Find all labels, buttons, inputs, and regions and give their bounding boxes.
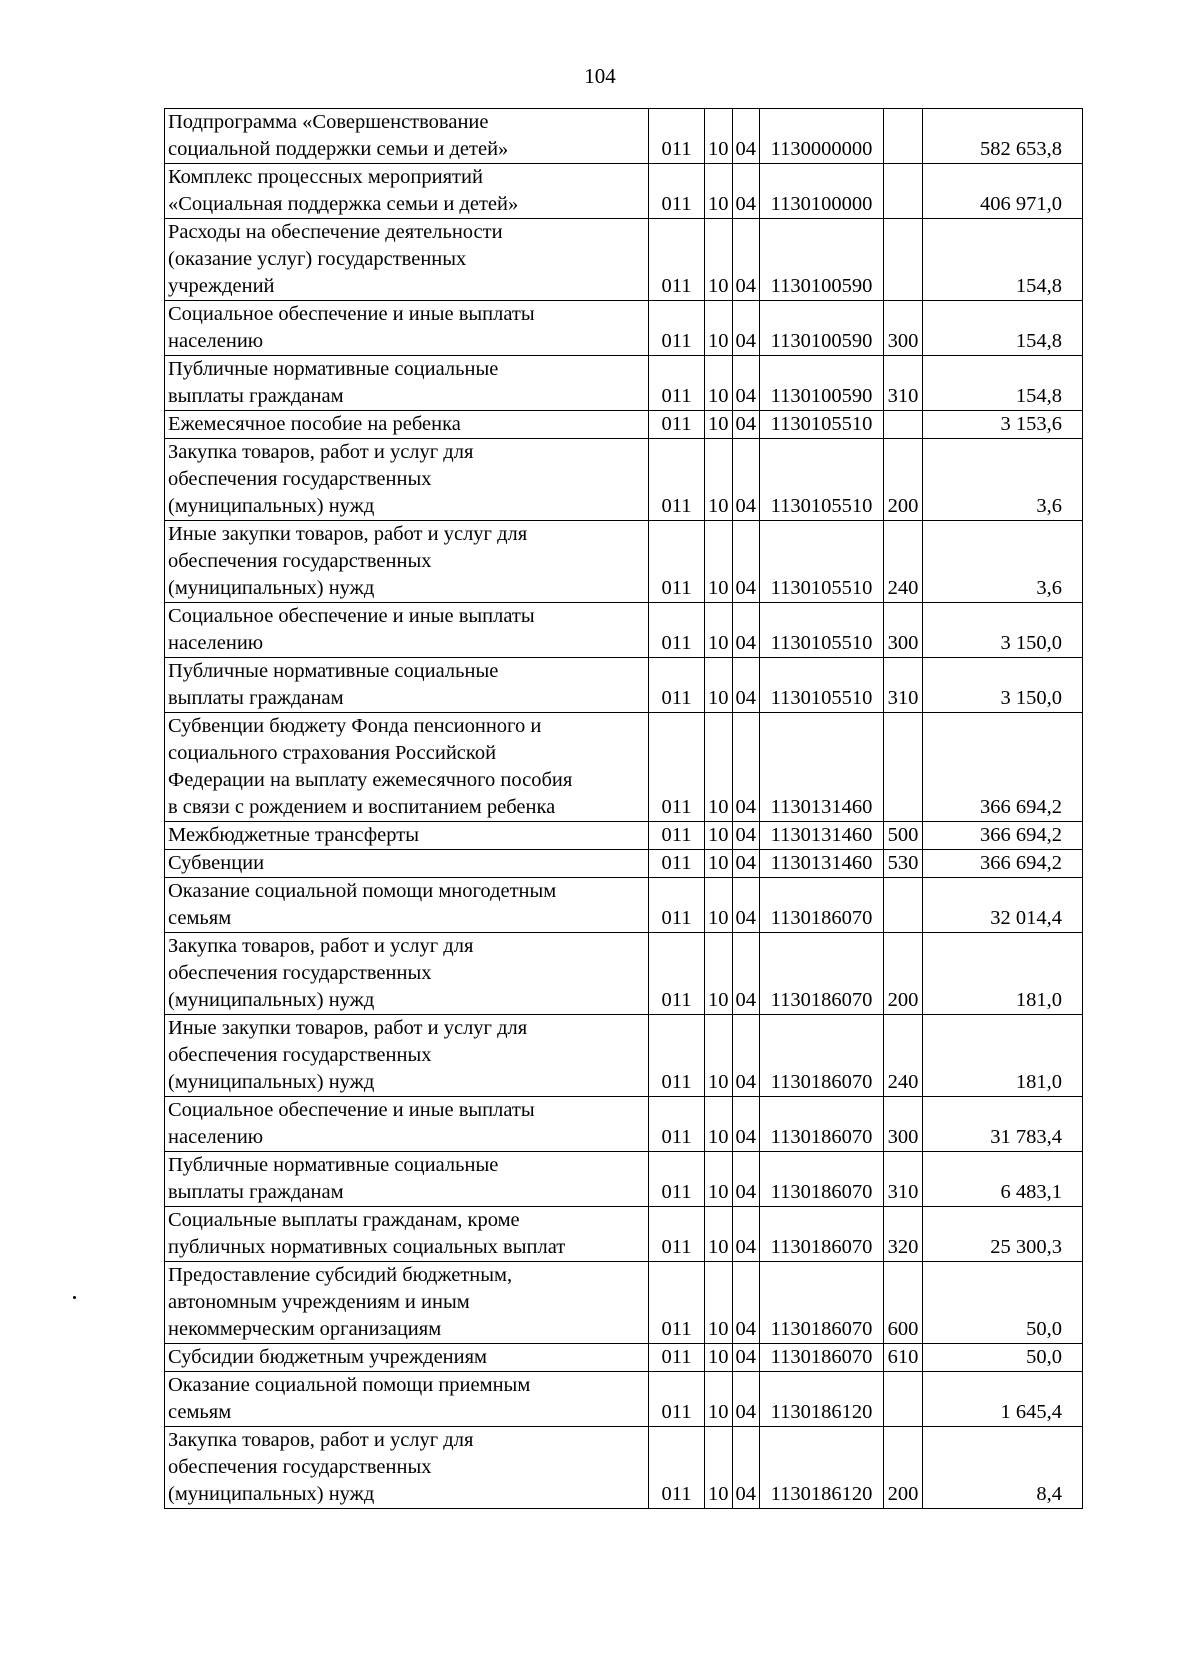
subsection-code: 04 [732, 1097, 760, 1152]
target-article-code: 1130105510 [760, 658, 884, 713]
target-article-code: 1130131460 [760, 822, 884, 850]
table-row [165, 822, 1083, 850]
subsection-code: 04 [732, 411, 760, 439]
ministry-code: 011 [649, 933, 705, 1015]
target-article-code: 1130186070 [760, 1344, 884, 1372]
table-row [165, 1207, 1083, 1262]
ministry-code: 011 [649, 1427, 705, 1509]
ministry-code: 011 [649, 1262, 705, 1344]
table-row [165, 164, 1083, 219]
amount: 3 150,0 [923, 603, 1083, 658]
expense-type-code: 310 [884, 1152, 923, 1207]
table-row [165, 109, 1083, 164]
subsection-code: 04 [732, 1344, 760, 1372]
section-code: 10 [705, 164, 733, 219]
ministry-code: 011 [649, 439, 705, 521]
target-article-code: 1130100590 [760, 356, 884, 411]
table-row [165, 658, 1083, 713]
expense-type-code: 610 [884, 1344, 923, 1372]
expense-type-code [884, 109, 923, 164]
amount: 181,0 [923, 1015, 1083, 1097]
subsection-code: 04 [732, 109, 760, 164]
row-name: Публичные нормативные социальные выплаты гражданам [165, 1152, 649, 1207]
budget-table [164, 108, 1083, 1509]
table-row [165, 301, 1083, 356]
ministry-code: 011 [649, 1372, 705, 1427]
ministry-code: 011 [649, 1015, 705, 1097]
subsection-code: 04 [732, 1262, 760, 1344]
target-article-code: 1130105510 [760, 411, 884, 439]
section-code: 10 [705, 219, 733, 301]
ministry-code: 011 [649, 603, 705, 658]
row-name: Субвенции бюджету Фонда пенсионного и социального страхования Российской Федерации на выплату ежемесячного пособия в связи с рождением и воспитанием ребенка [165, 713, 649, 822]
section-code: 10 [705, 713, 733, 822]
expense-type-code: 500 [884, 822, 923, 850]
target-article-code: 1130100000 [760, 164, 884, 219]
row-name: Иные закупки товаров, работ и услуг для обеспечения государственных (муниципальных) нужд [165, 1015, 649, 1097]
ministry-code: 011 [649, 219, 705, 301]
target-article-code: 1130100590 [760, 219, 884, 301]
table-row [165, 1427, 1083, 1509]
section-code: 10 [705, 301, 733, 356]
amount: 8,4 [923, 1427, 1083, 1509]
target-article-code: 1130105510 [760, 439, 884, 521]
table-row [165, 933, 1083, 1015]
expense-type-code [884, 1372, 923, 1427]
ministry-code: 011 [649, 822, 705, 850]
subsection-code: 04 [732, 1427, 760, 1509]
section-code: 10 [705, 1097, 733, 1152]
row-name: Социальное обеспечение и иные выплаты населению [165, 301, 649, 356]
table-row [165, 439, 1083, 521]
row-name: Закупка товаров, работ и услуг для обеспечения государственных (муниципальных) нужд [165, 1427, 649, 1509]
table-row [165, 521, 1083, 603]
row-name: Комплекс процессных мероприятий «Социальная поддержка семьи и детей» [165, 164, 649, 219]
row-name: Субвенции [165, 850, 649, 878]
target-article-code: 1130186070 [760, 1015, 884, 1097]
ministry-code: 011 [649, 1207, 705, 1262]
amount: 50,0 [923, 1344, 1083, 1372]
table-row [165, 1015, 1083, 1097]
subsection-code: 04 [732, 164, 760, 219]
expense-type-code: 300 [884, 1097, 923, 1152]
table-row [165, 878, 1083, 933]
page-number: 104 [584, 64, 616, 88]
amount: 50,0 [923, 1262, 1083, 1344]
target-article-code: 1130131460 [760, 850, 884, 878]
expense-type-code [884, 878, 923, 933]
amount: 154,8 [923, 301, 1083, 356]
row-name: Расходы на обеспечение деятельности (оказание услуг) государственных учреждений [165, 219, 649, 301]
ministry-code: 011 [649, 1097, 705, 1152]
table-row [165, 1152, 1083, 1207]
ministry-code: 011 [649, 850, 705, 878]
ministry-code: 011 [649, 109, 705, 164]
subsection-code: 04 [732, 356, 760, 411]
table-row [165, 356, 1083, 411]
table-row [165, 1262, 1083, 1344]
row-name: Социальное обеспечение и иные выплаты населению [165, 1097, 649, 1152]
section-code: 10 [705, 850, 733, 878]
target-article-code: 1130186070 [760, 1152, 884, 1207]
row-name: Субсидии бюджетным учреждениям [165, 1344, 649, 1372]
row-name: Закупка товаров, работ и услуг для обеспечения государственных (муниципальных) нужд [165, 933, 649, 1015]
section-code: 10 [705, 356, 733, 411]
expense-type-code: 200 [884, 1427, 923, 1509]
ministry-code: 011 [649, 301, 705, 356]
row-name: Предоставление субсидий бюджетным, автономным учреждениям и иным некоммерческим организациям [165, 1262, 649, 1344]
subsection-code: 04 [732, 878, 760, 933]
target-article-code: 1130186120 [760, 1427, 884, 1509]
amount: 582 653,8 [923, 109, 1083, 164]
subsection-code: 04 [732, 521, 760, 603]
subsection-code: 04 [732, 301, 760, 356]
amount: 366 694,2 [923, 850, 1083, 878]
amount: 181,0 [923, 933, 1083, 1015]
target-article-code: 1130105510 [760, 521, 884, 603]
section-code: 10 [705, 933, 733, 1015]
amount: 25 300,3 [923, 1207, 1083, 1262]
row-name: Межбюджетные трансферты [165, 822, 649, 850]
section-code: 10 [705, 878, 733, 933]
table-row [165, 219, 1083, 301]
amount: 154,8 [923, 219, 1083, 301]
target-article-code: 1130186070 [760, 933, 884, 1015]
scan-dot-mark [73, 1296, 76, 1299]
target-article-code: 1130000000 [760, 109, 884, 164]
expense-type-code: 300 [884, 603, 923, 658]
budget-table-body [165, 109, 1083, 1509]
section-code: 10 [705, 109, 733, 164]
table-row [165, 713, 1083, 822]
table-row [165, 1344, 1083, 1372]
ministry-code: 011 [649, 521, 705, 603]
ministry-code: 011 [649, 1152, 705, 1207]
expense-type-code: 600 [884, 1262, 923, 1344]
section-code: 10 [705, 1015, 733, 1097]
row-name: Оказание социальной помощи многодетным семьям [165, 878, 649, 933]
row-name: Публичные нормативные социальные выплаты гражданам [165, 356, 649, 411]
expense-type-code: 310 [884, 356, 923, 411]
ministry-code: 011 [649, 713, 705, 822]
row-name: Иные закупки товаров, работ и услуг для обеспечения государственных (муниципальных) нужд [165, 521, 649, 603]
target-article-code: 1130105510 [760, 603, 884, 658]
ministry-code: 011 [649, 411, 705, 439]
section-code: 10 [705, 1372, 733, 1427]
amount: 366 694,2 [923, 713, 1083, 822]
amount: 3,6 [923, 521, 1083, 603]
amount: 1 645,4 [923, 1372, 1083, 1427]
row-name: Закупка товаров, работ и услуг для обеспечения государственных (муниципальных) нужд [165, 439, 649, 521]
subsection-code: 04 [732, 219, 760, 301]
section-code: 10 [705, 439, 733, 521]
section-code: 10 [705, 1427, 733, 1509]
target-article-code: 1130186070 [760, 1262, 884, 1344]
expense-type-code: 310 [884, 658, 923, 713]
target-article-code: 1130186070 [760, 878, 884, 933]
subsection-code: 04 [732, 658, 760, 713]
expense-type-code [884, 411, 923, 439]
subsection-code: 04 [732, 822, 760, 850]
table-row [165, 850, 1083, 878]
section-code: 10 [705, 603, 733, 658]
subsection-code: 04 [732, 1152, 760, 1207]
section-code: 10 [705, 1207, 733, 1262]
amount: 366 694,2 [923, 822, 1083, 850]
section-code: 10 [705, 411, 733, 439]
amount: 3 150,0 [923, 658, 1083, 713]
subsection-code: 04 [732, 713, 760, 822]
row-name: Социальные выплаты гражданам, кроме публичных нормативных социальных выплат [165, 1207, 649, 1262]
section-code: 10 [705, 1262, 733, 1344]
expense-type-code [884, 164, 923, 219]
expense-type-code: 300 [884, 301, 923, 356]
section-code: 10 [705, 1152, 733, 1207]
amount: 3 153,6 [923, 411, 1083, 439]
amount: 6 483,1 [923, 1152, 1083, 1207]
ministry-code: 011 [649, 1344, 705, 1372]
expense-type-code: 200 [884, 933, 923, 1015]
subsection-code: 04 [732, 933, 760, 1015]
subsection-code: 04 [732, 439, 760, 521]
target-article-code: 1130100590 [760, 301, 884, 356]
amount: 32 014,4 [923, 878, 1083, 933]
subsection-code: 04 [732, 850, 760, 878]
amount: 154,8 [923, 356, 1083, 411]
ministry-code: 011 [649, 164, 705, 219]
expense-type-code [884, 713, 923, 822]
amount: 3,6 [923, 439, 1083, 521]
amount: 31 783,4 [923, 1097, 1083, 1152]
row-name: Ежемесячное пособие на ребенка [165, 411, 649, 439]
row-name: Оказание социальной помощи приемным семьям [165, 1372, 649, 1427]
subsection-code: 04 [732, 1372, 760, 1427]
section-code: 10 [705, 1344, 733, 1372]
expense-type-code: 200 [884, 439, 923, 521]
table-row [165, 411, 1083, 439]
expense-type-code: 240 [884, 521, 923, 603]
expense-type-code: 320 [884, 1207, 923, 1262]
expense-type-code: 530 [884, 850, 923, 878]
subsection-code: 04 [732, 603, 760, 658]
expense-type-code [884, 219, 923, 301]
ministry-code: 011 [649, 658, 705, 713]
table-row [165, 1097, 1083, 1152]
ministry-code: 011 [649, 356, 705, 411]
expense-type-code: 240 [884, 1015, 923, 1097]
target-article-code: 1130186070 [760, 1207, 884, 1262]
row-name: Публичные нормативные социальные выплаты гражданам [165, 658, 649, 713]
row-name: Социальное обеспечение и иные выплаты населению [165, 603, 649, 658]
ministry-code: 011 [649, 878, 705, 933]
amount: 406 971,0 [923, 164, 1083, 219]
target-article-code: 1130186120 [760, 1372, 884, 1427]
section-code: 10 [705, 521, 733, 603]
section-code: 10 [705, 822, 733, 850]
target-article-code: 1130186070 [760, 1097, 884, 1152]
section-code: 10 [705, 658, 733, 713]
table-row [165, 603, 1083, 658]
table-row [165, 1372, 1083, 1427]
row-name: Подпрограмма «Совершенствование социальной поддержки семьи и детей» [165, 109, 649, 164]
subsection-code: 04 [732, 1207, 760, 1262]
subsection-code: 04 [732, 1015, 760, 1097]
target-article-code: 1130131460 [760, 713, 884, 822]
